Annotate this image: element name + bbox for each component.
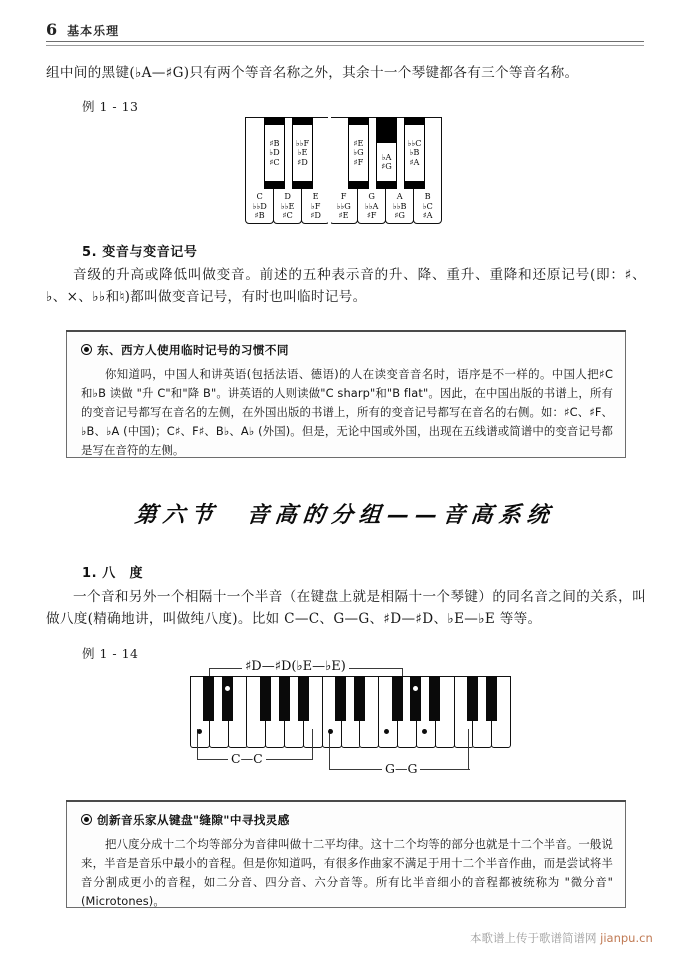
- book-title: 基本乐理: [67, 24, 120, 38]
- note-box-enharmonic-habits: [66, 330, 626, 458]
- note-box-body: 把八度分成十二个均等部分为音律叫做十二平均律。这十二个均等的部分也就是十二个半音。一般说来，半音是音乐中最小的音程。但是你知道吗，有很多作曲家不满足于用十二个半音作曲，而是尝试将半音分割成更小的音程，如二分音、四分音、六分音等。所有比半音细小的音程都被统称为 "微分音"(Microtones)。: [81, 837, 613, 908]
- white-key-alt1: ♭♭E: [280, 200, 295, 211]
- black-key: [404, 117, 425, 189]
- black-key-line: ♭♭F: [295, 137, 310, 148]
- black-key: [279, 676, 290, 721]
- white-key-main: D: [284, 191, 291, 202]
- white-key-alt2: ♯G: [394, 210, 405, 221]
- note-box-body: 你知道吗，中国人和讲英语(包括法语、德语)的人在读变音音名时，语序是不一样的。中国人把♯C 和♭B 读做 "升 C"和"降 B"。讲英语的人则读做"C sharp"和"B flat"。因此，在中国出版的书谱上，所有的变音记号都写在音名的左侧，在外国出版的书谱上，所有的变音记号都写在音名的右侧。如：♯C、♯F、♭B、♭A (中国)；C♯、F♯、B♭、A♭ (外国)。但是，无论中国或外国，出现在五线谱或简谱中的变音记号都是写在音符的左侧。: [81, 367, 613, 457]
- bracket-label-gg: G—G: [382, 761, 420, 776]
- black-key: [348, 117, 369, 189]
- black-key: [292, 117, 313, 189]
- black-key: [376, 117, 397, 189]
- white-key-alt1: ♭♭D: [252, 200, 267, 211]
- white-key-alt1: ♭C: [422, 200, 433, 211]
- black-key: [335, 676, 346, 721]
- white-key-main: C: [256, 191, 263, 202]
- white-key-main: B: [424, 191, 431, 202]
- white-key-main: E: [312, 191, 319, 202]
- gg-leader-left: [329, 729, 330, 770]
- white-key-main: G: [368, 191, 375, 202]
- cc-leader-right: [312, 729, 313, 760]
- example-label-1-14: 例 1 - 14: [82, 646, 139, 661]
- black-key: [429, 676, 440, 721]
- header-rule: [46, 41, 644, 46]
- black-key-line: ♯B: [269, 137, 280, 148]
- note-box-title: 东、西方人使用临时记号的习惯不同: [97, 343, 289, 357]
- black-key-line: ♭B: [409, 147, 420, 158]
- black-key: [392, 676, 403, 721]
- black-key: [467, 676, 478, 721]
- black-key-line: ♯C: [269, 156, 280, 167]
- white-key-alt2: ♯B: [254, 210, 265, 221]
- watermark: [470, 930, 653, 946]
- note-box-title-row: [81, 812, 290, 828]
- black-key-line: ♯G: [381, 161, 392, 171]
- marker-dot-white-key: [422, 729, 427, 734]
- black-key-line: ♯F: [353, 156, 364, 167]
- octave-keyboard-diagram: [150, 648, 550, 788]
- black-key: [354, 676, 365, 721]
- bracket-label-dsharp: ♯D—♯D(♭E—♭E): [242, 659, 349, 674]
- black-key: [486, 676, 497, 721]
- black-key-line: ♭G: [353, 147, 364, 158]
- white-key-alt2: ♯F: [366, 210, 377, 221]
- section-1-heading: 1. 八 度: [82, 566, 144, 581]
- white-key-alt1: ♭♭B: [392, 200, 407, 211]
- gg-leader-right: [468, 729, 469, 770]
- note-box-title: 创新音乐家从键盘"缝隙"中寻找灵感: [97, 813, 290, 827]
- black-key: [264, 117, 285, 189]
- white-key-row: [190, 676, 510, 748]
- black-key-line: ♭A: [381, 151, 392, 162]
- enharmonic-keyboard-diagram: [245, 117, 441, 224]
- black-key-line: ♭♭C: [407, 137, 422, 148]
- bracket-label-cc: C—C: [228, 751, 266, 766]
- bullet-icon: [81, 344, 92, 355]
- marker-dot-white-key: [384, 729, 389, 734]
- white-key-main: F: [340, 191, 347, 202]
- section-1-paragraph: 一个音和另外一个相隔十一个半音（在键盘上就是相隔十一个琴键）的同名音之间的关系，叫做八度(精确地讲，叫做纯八度)。比如 C—C、G—G、♯D—♯D、♭E—♭E 等等。: [46, 589, 646, 627]
- black-key-line: ♭D: [269, 147, 280, 158]
- black-key: [222, 676, 233, 721]
- white-key-alt2: ♯D: [310, 210, 321, 221]
- black-key: [410, 676, 421, 721]
- black-key-line: ♯E: [353, 137, 364, 148]
- watermark-site: jianpu.cn: [600, 931, 653, 945]
- black-key: [260, 676, 271, 721]
- section-title: 第六节 音高的分组——音高系统: [133, 502, 557, 528]
- note-box-top-rule: [66, 330, 626, 332]
- page-number: 6: [46, 20, 58, 39]
- keyboard-body: [190, 676, 510, 748]
- white-key-alt2: ♯A: [422, 210, 433, 221]
- black-key: [298, 676, 309, 721]
- black-key: [203, 676, 214, 721]
- section-5-heading: 5. 变音与变音记号: [82, 245, 198, 260]
- white-key-alt2: ♯C: [282, 210, 293, 221]
- black-key-line: ♭E: [297, 147, 308, 158]
- section-5-paragraph: 音级的升高或降低叫做变音。前述的五种表示音的升、降、重升、重降和还原记号(即：♯、♭、×、♭♭和♮)都叫做变音记号，有时也叫临时记号。: [46, 267, 646, 305]
- example-label-1-13: 例 1 - 13: [82, 99, 139, 114]
- white-key-alt1: ♭F: [310, 200, 321, 211]
- marker-dot-white-key: [328, 729, 333, 734]
- watermark-text: 本歌谱上传于歌谱简谱网: [470, 931, 601, 945]
- black-key-line: ♯A: [409, 156, 420, 167]
- white-key-main: A: [396, 191, 403, 202]
- note-box-top-rule: [66, 800, 626, 802]
- note-box-title-row: [81, 342, 289, 358]
- white-key-alt1: ♭♭G: [336, 200, 351, 211]
- white-key-alt1: ♭♭A: [364, 200, 379, 211]
- black-key-line: ♯D: [297, 156, 308, 167]
- key-group-gap: [328, 117, 331, 224]
- bullet-icon: [81, 814, 92, 825]
- marker-dot-white-key: [197, 729, 202, 734]
- intro-paragraph: 组中间的黑键(♭A—♯G)只有两个等音名称之外，其余十一个琴键都各有三个等音名称。: [46, 65, 579, 81]
- note-box-microtones: [66, 800, 626, 908]
- running-head: [46, 20, 119, 39]
- white-key-alt2: ♯E: [338, 210, 349, 221]
